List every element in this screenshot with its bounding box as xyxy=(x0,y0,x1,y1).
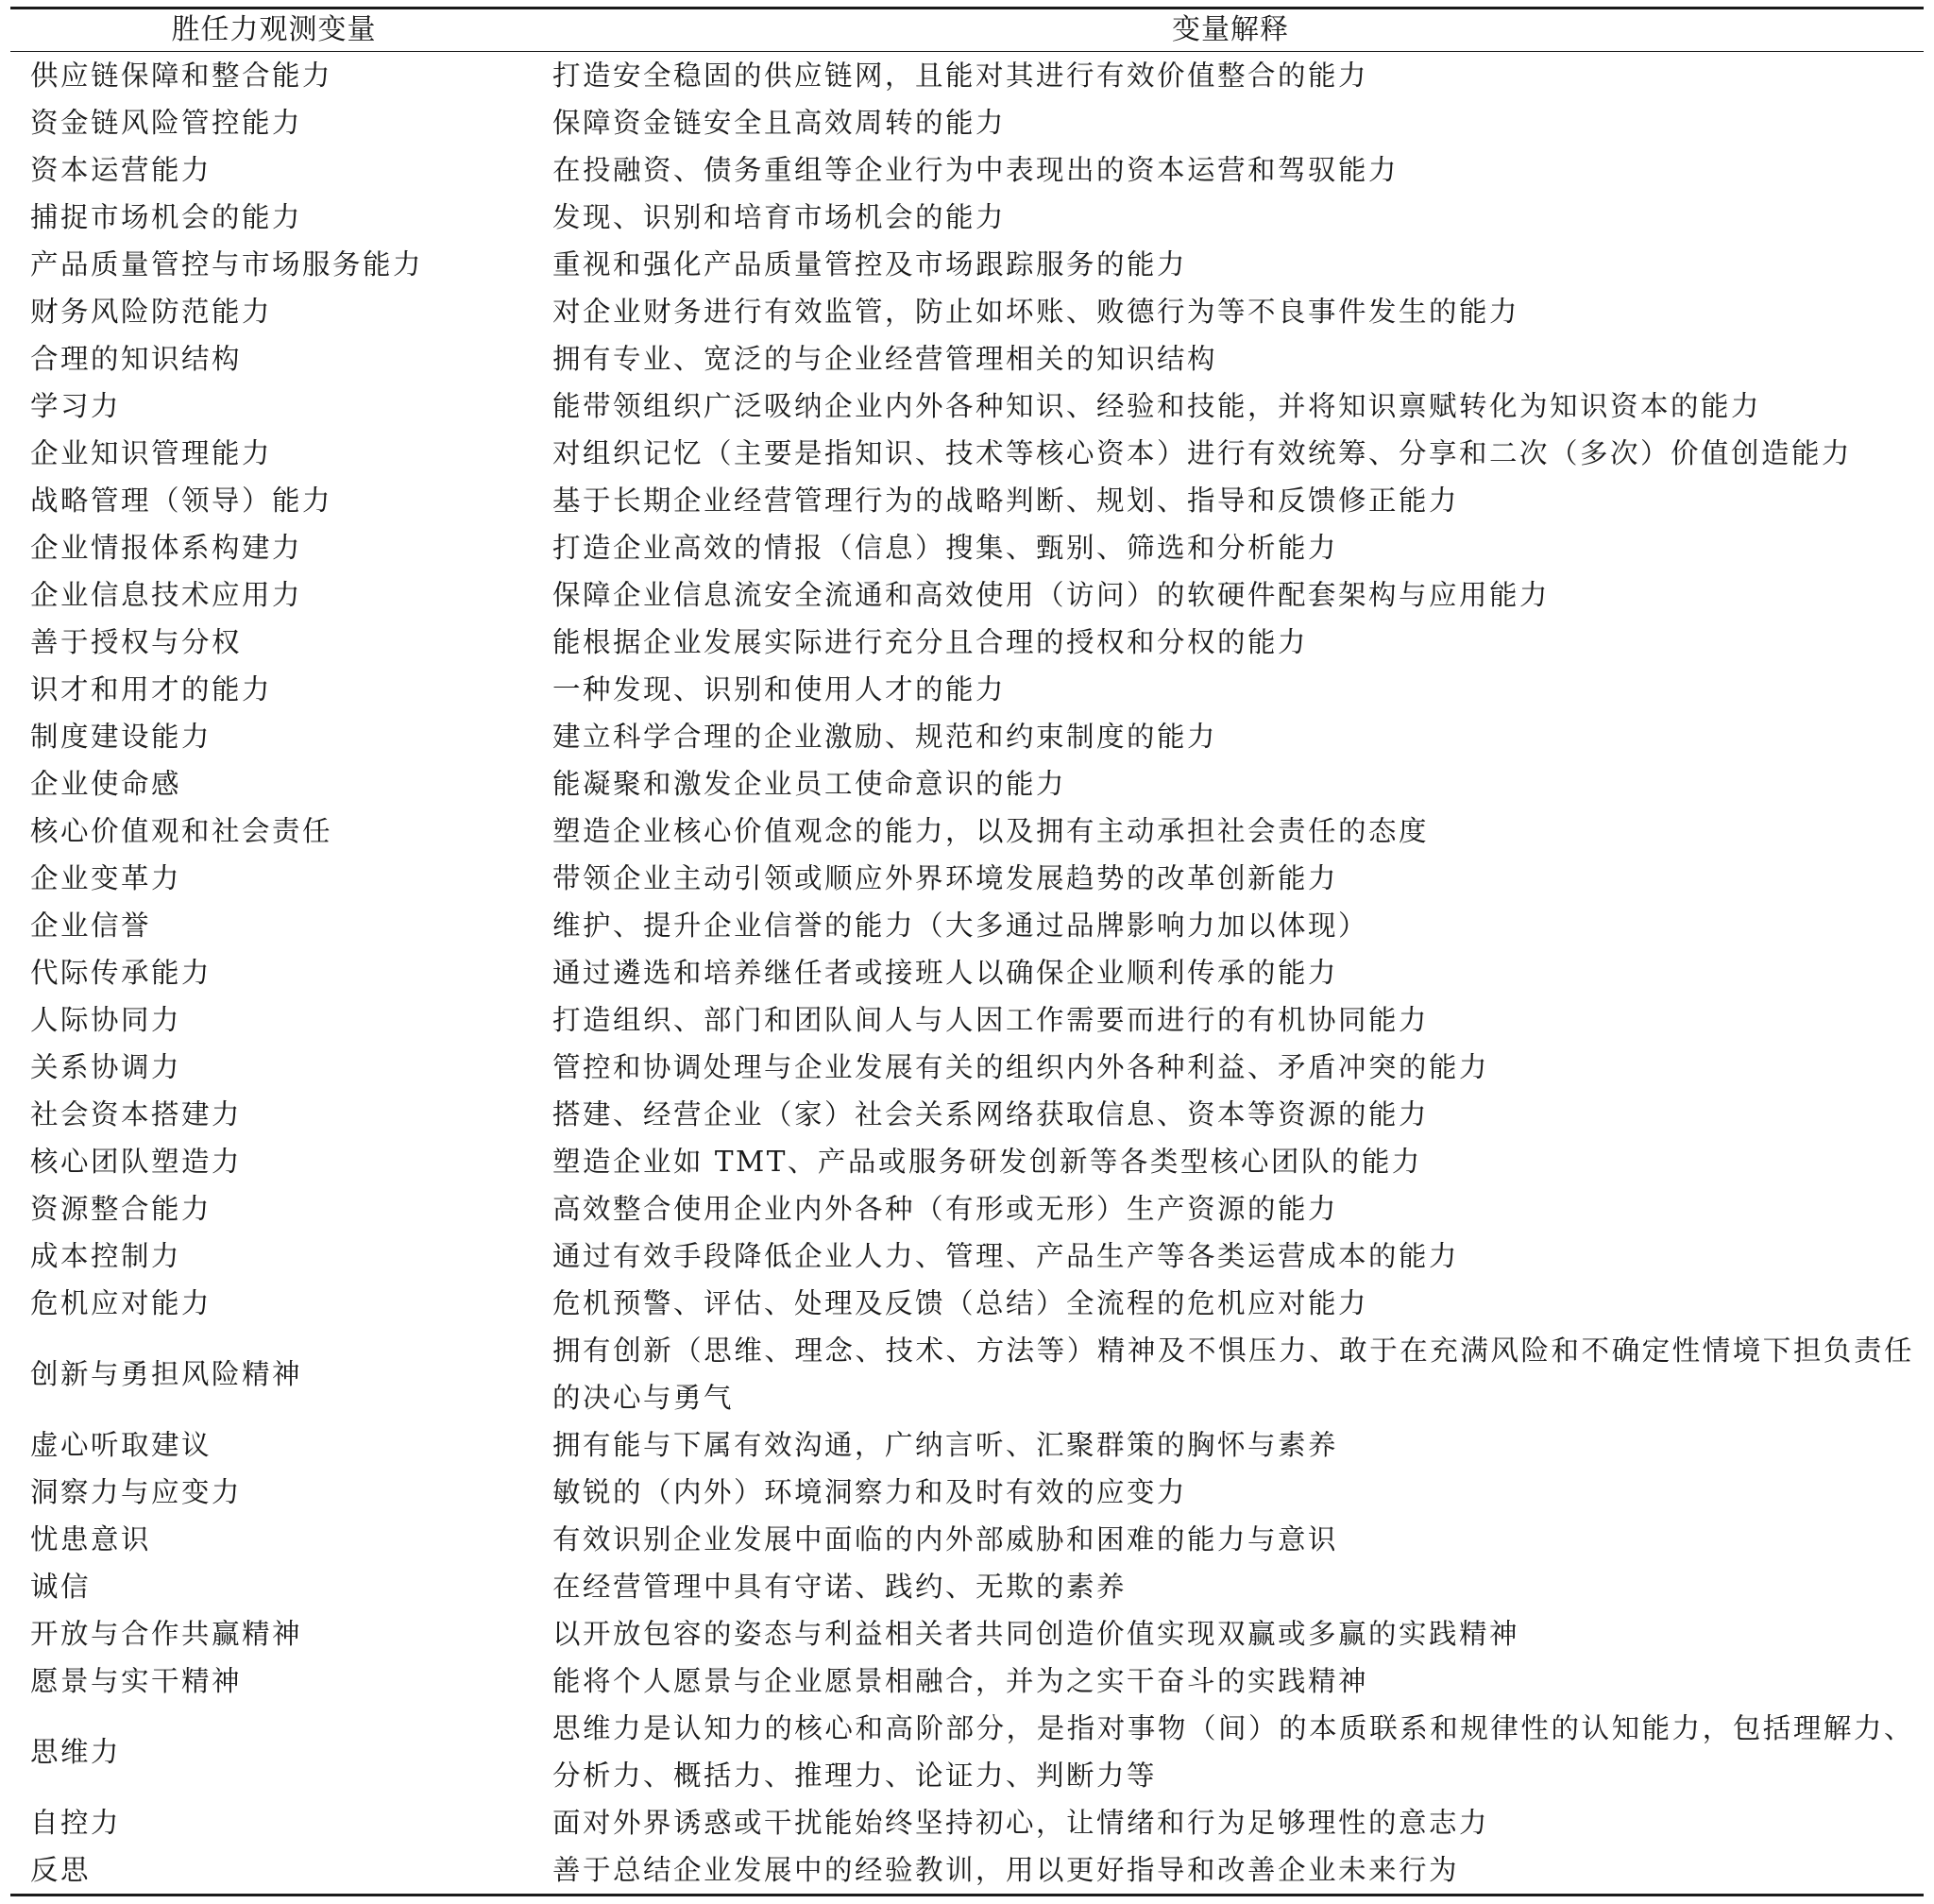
table-row xyxy=(10,619,1924,666)
variable-cell: 思维力 xyxy=(30,1736,122,1768)
table-row xyxy=(10,902,1924,949)
variable-cell: 捕捉市场机会的能力 xyxy=(30,201,303,233)
variable-cell: 忧患意识 xyxy=(30,1523,152,1556)
variable-cell: 供应链保障和整合能力 xyxy=(30,60,333,92)
variable-cell: 人际协同力 xyxy=(30,1004,182,1036)
table-row xyxy=(10,1846,1924,1896)
table-row xyxy=(10,335,1924,382)
explanation-cell: 敏锐的（内外）环境洞察力和及时有效的应变力 xyxy=(552,1476,1188,1508)
explanation-cell: 有效识别企业发展中面临的内外部威胁和困难的能力与意识 xyxy=(552,1523,1339,1556)
table-row xyxy=(10,1327,1924,1421)
explanation-cell: 重视和强化产品质量管控及市场跟踪服务的能力 xyxy=(552,248,1188,280)
variable-cell: 学习力 xyxy=(30,390,122,422)
explanation-cell: 一种发现、识别和使用人才的能力 xyxy=(552,673,1007,706)
table-row xyxy=(10,241,1924,288)
explanation-cell: 维护、提升企业信誉的能力（大多通过品牌影响力加以体现） xyxy=(552,910,1369,942)
explanation-cell: 在经营管理中具有守诺、践约、无欺的素养 xyxy=(552,1571,1128,1603)
table-row xyxy=(10,382,1924,430)
table-row xyxy=(10,52,1924,100)
table-row xyxy=(10,430,1924,477)
table-row xyxy=(10,1563,1924,1610)
variable-cell: 反思 xyxy=(30,1854,92,1886)
explanation-cell: 能带领组织广泛吸纳企业内外各种知识、经验和技能，并将知识禀赋转化为知识资本的能力 xyxy=(552,390,1762,422)
variable-cell: 自控力 xyxy=(30,1807,122,1839)
variable-cell: 制度建设能力 xyxy=(30,721,212,753)
variable-cell: 创新与勇担风险精神 xyxy=(30,1358,303,1390)
table-row xyxy=(10,1044,1924,1091)
explanation-cell: 在投融资、债务重组等企业行为中表现出的资本运营和驾驭能力 xyxy=(552,154,1400,186)
variable-cell: 合理的知识结构 xyxy=(30,343,243,375)
variable-cell: 企业信息技术应用力 xyxy=(30,579,303,611)
table-row xyxy=(10,1421,1924,1469)
explanation-cell: 思维力是认知力的核心和高阶部分，是指对事物（间）的本质联系和规律性的认知能力，包括理解力、分析力、概括力、推理力、论证力、判断力等 xyxy=(552,1712,1914,1792)
table-row xyxy=(10,1610,1924,1658)
explanation-cell: 能根据企业发展实际进行充分且合理的授权和分权的能力 xyxy=(552,626,1309,658)
explanation-cell: 管控和协调处理与企业发展有关的组织内外各种利益、矛盾冲突的能力 xyxy=(552,1051,1490,1083)
variable-cell: 诚信 xyxy=(30,1571,92,1603)
variable-cell: 资源整合能力 xyxy=(30,1193,212,1225)
explanation-cell: 塑造企业如 TMT、产品或服务研发创新等各类型核心团队的能力 xyxy=(552,1146,1422,1178)
variable-cell: 核心价值观和社会责任 xyxy=(30,815,333,847)
explanation-cell: 通过遴选和培养继任者或接班人以确保企业顺利传承的能力 xyxy=(552,957,1339,989)
explanation-cell: 建立科学合理的企业激励、规范和约束制度的能力 xyxy=(552,721,1218,753)
variable-cell: 企业情报体系构建力 xyxy=(30,532,303,564)
variable-cell: 社会资本搭建力 xyxy=(30,1098,243,1130)
table-row xyxy=(10,99,1924,146)
explanation-cell: 善于总结企业发展中的经验教训，用以更好指导和改善企业未来行为 xyxy=(552,1854,1460,1886)
variable-cell: 危机应对能力 xyxy=(30,1287,212,1319)
table-row xyxy=(10,1469,1924,1516)
variable-cell: 企业知识管理能力 xyxy=(30,437,273,469)
explanation-cell: 打造组织、部门和团队间人与人因工作需要而进行的有机协同能力 xyxy=(552,1004,1430,1036)
explanation-cell: 拥有创新（思维、理念、技术、方法等）精神及不惧压力、敢于在充满风险和不确定性情境下担负责任的决心与勇气 xyxy=(552,1334,1914,1414)
explanation-cell: 能将个人愿景与企业愿景相融合，并为之实干奋斗的实践精神 xyxy=(552,1665,1369,1697)
table-row xyxy=(10,1232,1924,1280)
competency-table xyxy=(10,7,1924,1896)
explanation-cell: 危机预警、评估、处理及反馈（总结）全流程的危机应对能力 xyxy=(552,1287,1369,1319)
variable-cell: 愿景与实干精神 xyxy=(30,1665,243,1697)
explanation-cell: 高效整合使用企业内外各种（有形或无形）生产资源的能力 xyxy=(552,1193,1339,1225)
table-row xyxy=(10,666,1924,713)
table-body xyxy=(10,52,1924,1896)
table-header xyxy=(10,8,1924,52)
variable-cell: 开放与合作共赢精神 xyxy=(30,1618,303,1650)
table-row xyxy=(10,288,1924,335)
variable-cell: 关系协调力 xyxy=(30,1051,182,1083)
table-row xyxy=(10,1799,1924,1846)
explanation-cell: 以开放包容的姿态与利益相关者共同创造价值实现双赢或多赢的实践精神 xyxy=(552,1618,1520,1650)
explanation-cell: 保障资金链安全且高效周转的能力 xyxy=(552,107,1007,139)
explanation-cell: 搭建、经营企业（家）社会关系网络获取信息、资本等资源的能力 xyxy=(552,1098,1430,1130)
explanation-cell: 面对外界诱惑或干扰能始终坚持初心，让情绪和行为足够理性的意志力 xyxy=(552,1807,1490,1839)
explanation-cell: 带领企业主动引领或顺应外界环境发展趋势的改革创新能力 xyxy=(552,862,1339,894)
variable-cell: 企业信誉 xyxy=(30,910,152,942)
table-row xyxy=(10,1516,1924,1563)
variable-cell: 核心团队塑造力 xyxy=(30,1146,243,1178)
variable-cell: 企业使命感 xyxy=(30,768,182,800)
header-row xyxy=(10,8,1924,52)
header-variable: 胜任力观测变量 xyxy=(171,13,377,46)
table-row xyxy=(10,571,1924,619)
explanation-cell: 对组织记忆（主要是指知识、技术等核心资本）进行有效统筹、分享和二次（多次）价值创造能力 xyxy=(552,437,1853,469)
table-row xyxy=(10,760,1924,808)
variable-cell: 成本控制力 xyxy=(30,1240,182,1272)
explanation-cell: 能凝聚和激发企业员工使命意识的能力 xyxy=(552,768,1067,800)
table-row xyxy=(10,1185,1924,1232)
explanation-cell: 打造企业高效的情报（信息）搜集、甄别、筛选和分析能力 xyxy=(552,532,1339,564)
explanation-cell: 保障企业信息流安全流通和高效使用（访问）的软硬件配套架构与应用能力 xyxy=(552,579,1551,611)
variable-cell: 企业变革力 xyxy=(30,862,182,894)
explanation-cell: 拥有专业、宽泛的与企业经营管理相关的知识结构 xyxy=(552,343,1218,375)
explanation-cell: 发现、识别和培育市场机会的能力 xyxy=(552,201,1007,233)
table-row xyxy=(10,1658,1924,1705)
table-row xyxy=(10,194,1924,241)
variable-cell: 资金链风险管控能力 xyxy=(30,107,303,139)
variable-cell: 代际传承能力 xyxy=(30,957,212,989)
table-row xyxy=(10,855,1924,902)
explanation-cell: 通过有效手段降低企业人力、管理、产品生产等各类运营成本的能力 xyxy=(552,1240,1460,1272)
explanation-cell: 打造安全稳固的供应链网，且能对其进行有效价值整合的能力 xyxy=(552,60,1369,92)
table-row xyxy=(10,713,1924,760)
table-row xyxy=(10,1091,1924,1138)
table-row xyxy=(10,808,1924,855)
variable-cell: 财务风险防范能力 xyxy=(30,296,273,328)
table-row xyxy=(10,477,1924,524)
explanation-cell: 基于长期企业经营管理行为的战略判断、规划、指导和反馈修正能力 xyxy=(552,484,1460,517)
variable-cell: 洞察力与应变力 xyxy=(30,1476,243,1508)
variable-cell: 产品质量管控与市场服务能力 xyxy=(30,248,424,280)
variable-cell: 战略管理（领导）能力 xyxy=(30,484,333,517)
table-row xyxy=(10,146,1924,194)
competency-table-container xyxy=(10,7,1924,1896)
table-row xyxy=(10,1705,1924,1799)
table-row xyxy=(10,949,1924,996)
table-row xyxy=(10,1138,1924,1185)
explanation-cell: 对企业财务进行有效监管，防止如坏账、败德行为等不良事件发生的能力 xyxy=(552,296,1520,328)
table-row xyxy=(10,1280,1924,1327)
explanation-cell: 拥有能与下属有效沟通，广纳言听、汇聚群策的胸怀与素养 xyxy=(552,1429,1339,1461)
table-row xyxy=(10,996,1924,1044)
table-row xyxy=(10,524,1924,571)
header-explanation: 变量解释 xyxy=(1172,13,1289,46)
variable-cell: 善于授权与分权 xyxy=(30,626,243,658)
explanation-cell: 塑造企业核心价值观念的能力，以及拥有主动承担社会责任的态度 xyxy=(552,815,1430,847)
variable-cell: 资本运营能力 xyxy=(30,154,212,186)
variable-cell: 识才和用才的能力 xyxy=(30,673,273,706)
variable-cell: 虚心听取建议 xyxy=(30,1429,212,1461)
